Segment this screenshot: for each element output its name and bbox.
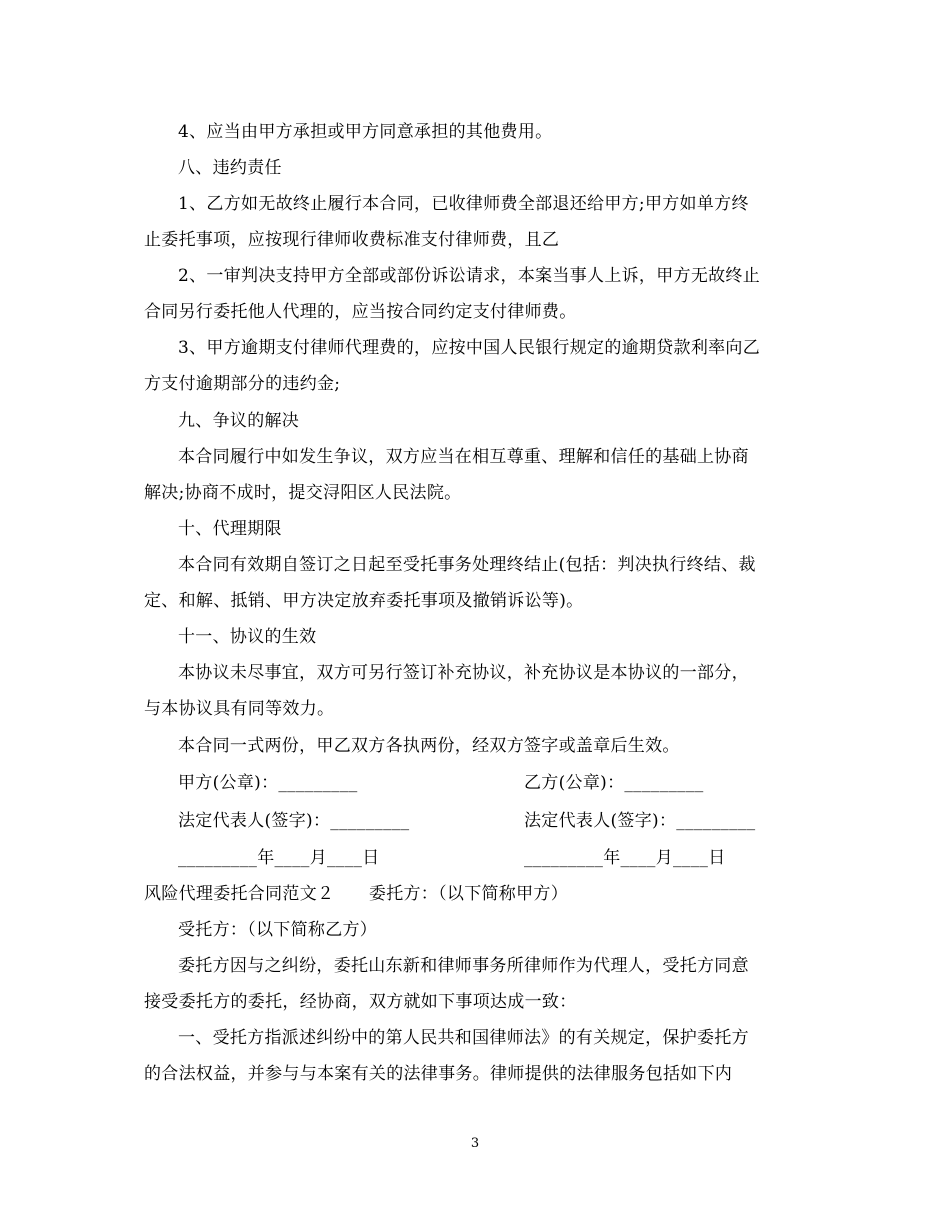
section-heading: 十一、协议的生效 [178, 627, 317, 647]
page-number: 3 [470, 1136, 480, 1151]
text-line: 4、应当由甲方承担或甲方同意承担的其他费用。 [178, 122, 553, 142]
section-heading: 十、代理期限 [178, 519, 282, 539]
text-line: 一、受托方指派述纠纷中的第人民共和国律师法》的有关规定，保护委托方 [178, 1028, 749, 1048]
text-line: 受托方：（以下简称乙方） [178, 920, 378, 940]
party-a-representative: 法定代表人(签字)：_________ [178, 811, 410, 831]
text-line: 合同另行委托他人代理的，应当按合同约定支付律师费。 [144, 302, 577, 322]
text-line: 本合同一式两份，甲乙双方各执两份，经双方签字或盖章后生效。 [178, 736, 680, 756]
text-line: 2、一审判决支持甲方全部或部份诉讼请求，本案当事人上诉，甲方无故终止 [178, 266, 761, 286]
text-line: 委托方因与之纠纷，委托山东新和律师事务所律师作为代理人，受托方同意 [178, 956, 749, 976]
text-line: 风险代理委托合同范文２ 委托方：（以下简称甲方） [144, 884, 568, 904]
text-line: 本合同履行中如发生争议，双方应当在相互尊重、理解和信任的基础上协商 [178, 447, 749, 467]
section-heading: 九、争议的解决 [178, 411, 300, 431]
text-line: 与本协议具有同等效力。 [144, 699, 335, 719]
text-line: 止委托事项，应按现行律师收费标准支付律师费，且乙 [144, 230, 560, 250]
text-line: 接受委托方的委托，经协商，双方就如下事项达成一致： [144, 992, 577, 1012]
text-line: 解决;协商不成时，提交浔阳区人民法院。 [144, 483, 462, 503]
text-line: 3、甲方逾期支付律师代理费的，应按中国人民银行规定的逾期贷款利率向乙 [178, 338, 761, 358]
party-a-date: _________年____月____日 [178, 848, 380, 868]
party-a-seal: 甲方(公章)：_________ [178, 773, 358, 793]
text-line: 方支付逾期部分的违约金; [144, 374, 341, 394]
text-line: 的合法权益，并参与与本案有关的法律事务。律师提供的法律服务包括如下内 [144, 1064, 733, 1084]
text-line: 1、乙方如无故终止履行本合同，已收律师费全部退还给甲方;甲方如单方终 [178, 194, 749, 214]
party-b-date: _________年____月____日 [524, 848, 726, 868]
party-b-seal: 乙方(公章)：_________ [524, 773, 704, 793]
section-heading: 八、违约责任 [178, 158, 282, 178]
text-line: 本合同有效期自签订之日起至受托事务处理终结止(包括：判决执行终结、裁 [178, 555, 756, 575]
party-b-representative: 法定代表人(签字)：_________ [524, 811, 756, 831]
text-line: 定、和解、抵销、甲方决定放弃委托事项及撤销诉讼等)。 [144, 591, 584, 611]
text-line: 本协议未尽事宜，双方可另行签订补充协议，补充协议是本协议的一部分， [178, 663, 749, 683]
